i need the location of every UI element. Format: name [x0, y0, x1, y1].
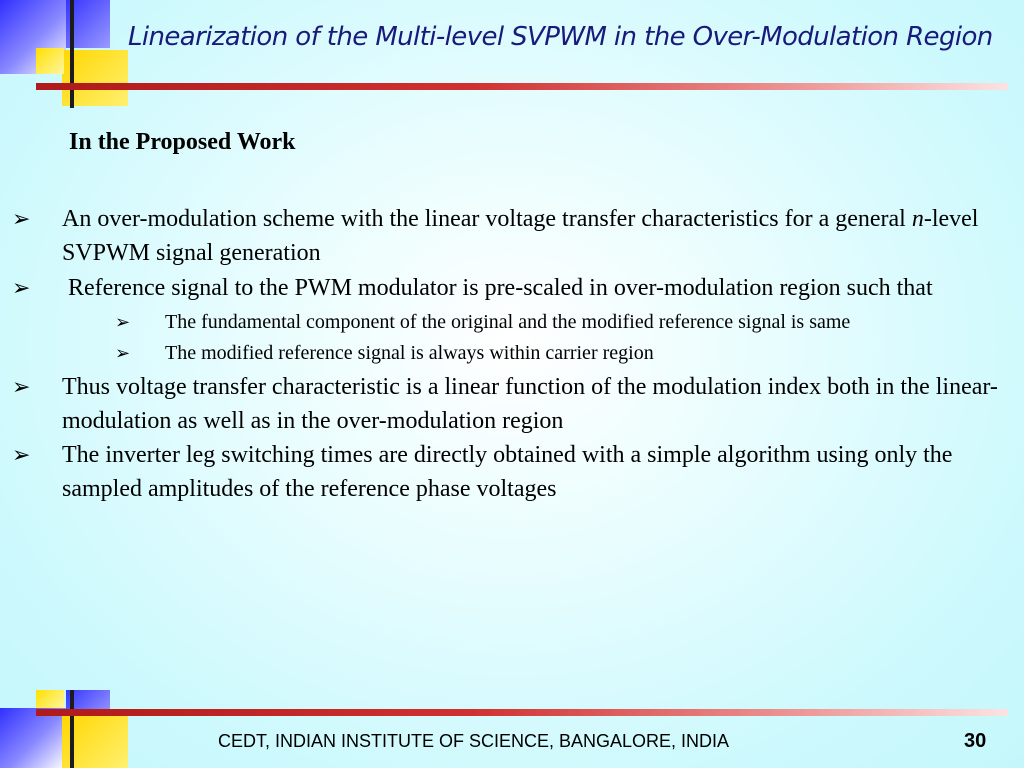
decoration-vertical-line-top [70, 0, 74, 108]
arrow-bullet-icon: ➢ [12, 275, 31, 300]
arrow-bullet-icon: ➢ [12, 442, 31, 467]
subheading: In the Proposed Work [69, 129, 296, 155]
arrow-bullet-icon: ➢ [12, 374, 31, 399]
bullet-item: ➢ An over-modulation scheme with the linear voltage transfer characteristics for a general n-level SVPWM signal generation [10, 202, 1000, 270]
footer-rule [36, 709, 1008, 716]
title-underline [36, 83, 1008, 90]
bullet-item: ➢ Thus voltage transfer characteristic is a linear function of the modulation index both in the linear-modulation as well as in the over-modulation region [10, 370, 1000, 438]
page-title: Linearization of the Multi-level SVPWM in the Over-Modulation Region [128, 22, 993, 52]
decoration-bottom-left [0, 690, 130, 768]
arrow-bullet-icon: ➢ [115, 312, 131, 332]
decoration-top-left [0, 0, 130, 108]
decoration-vertical-line-bottom [70, 690, 74, 768]
arrow-bullet-icon: ➢ [115, 343, 131, 363]
bullet-list [10, 202, 1000, 506]
footer-institution: CEDT, INDIAN INSTITUTE OF SCIENCE, BANGALORE, INDIA [218, 731, 730, 751]
arrow-bullet-icon: ➢ [12, 206, 31, 231]
bullet-item: ➢ The inverter leg switching times are directly obtained with a simple algorithm using only the sampled amplitudes of the reference phase voltages [10, 438, 1000, 506]
sub-bullet-item: ➢ The fundamental component of the original and the modified reference signal is same [10, 307, 1000, 338]
bullet-item: ➢ Reference signal to the PWM modulator is pre-scaled in over-modulation region such that [10, 271, 1000, 305]
sub-bullet-item: ➢ The modified reference signal is always within carrier region [10, 338, 1000, 369]
page-number: 30 [964, 730, 987, 752]
